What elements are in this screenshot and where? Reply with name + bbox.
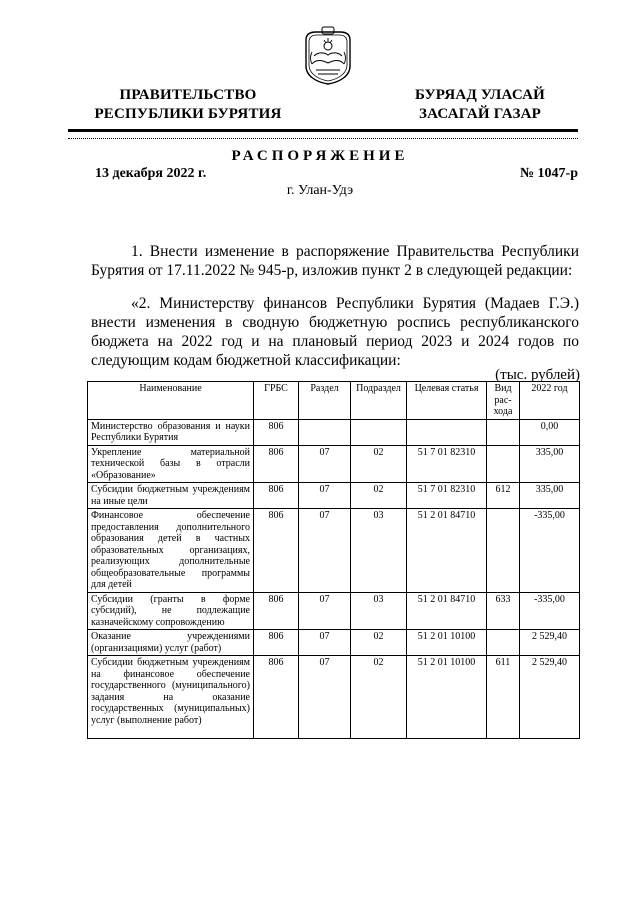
cell-podrazdel [351,419,407,445]
cell-razdel: 07 [299,656,351,739]
cell-stat: 51 2 01 84710 [407,509,487,593]
table-row [88,592,580,630]
cell-amount: 335,00 [520,445,580,483]
table-row [88,656,580,739]
cell-podrazdel: 02 [351,656,407,739]
table-row [88,445,580,483]
cell-stat: 51 2 01 84710 [407,592,487,630]
cell-name: Субсидии бюджетным учреждениям на финансовое обеспечение государственного (муниципального) задания на оказание государственных (муниципальных) услуг (выполнение работ) [88,656,254,739]
cell-stat: 51 7 01 82310 [407,483,487,509]
header-rule [68,129,578,132]
cell-razdel: 07 [299,483,351,509]
header-dotted-rule [68,138,578,139]
header-left-line1: ПРАВИТЕЛЬСТВО [119,87,257,103]
cell-name: Субсидии (гранты в форме субсидий), не подлежащие казначейскому сопровождению [88,592,254,630]
cell-stat: 51 2 01 10100 [407,630,487,656]
cell-vid [487,445,520,483]
cell-podrazdel: 02 [351,630,407,656]
cell-vid [487,630,520,656]
cell-razdel: 07 [299,630,351,656]
government-name-russian [88,86,288,124]
cell-podrazdel: 02 [351,445,407,483]
header-podrazdel: Подраздел [351,382,407,420]
cell-stat [407,419,487,445]
table-row [88,483,580,509]
table-row [88,630,580,656]
cell-name: Финансовое обеспечение предоставления дополнительного образования детей в частных образовательных организациях, реализующих дополнительные общеобразовательные программы для детей [88,509,254,593]
cell-grbs: 806 [254,445,299,483]
cell-vid: 633 [487,592,520,630]
cell-razdel: 07 [299,445,351,483]
cell-amount: 335,00 [520,483,580,509]
cell-name: Оказание учреждениями (организациями) услуг (работ) [88,630,254,656]
table-row [88,419,580,445]
cell-grbs: 806 [254,419,299,445]
cell-vid: 611 [487,656,520,739]
cell-podrazdel: 02 [351,483,407,509]
header-stat: Целевая статья [407,382,487,420]
cell-vid [487,419,520,445]
cell-name: Укрепление материальной технической базы в отрасли «Образование» [88,445,254,483]
document-date: 13 декабря 2022 г. [95,166,207,181]
header-left-line2: РЕСПУБЛИКИ БУРЯТИЯ [94,106,282,122]
cell-grbs: 806 [254,592,299,630]
cell-name: Министерство образования и науки Республики Бурятия [88,419,254,445]
cell-amount: -335,00 [520,592,580,630]
coat-of-arms-icon [300,26,356,86]
cell-amount: 2 529,40 [520,656,580,739]
cell-razdel: 07 [299,509,351,593]
cell-amount: -335,00 [520,509,580,593]
cell-name: Субсидии бюджетным учреждениям на иные цели [88,483,254,509]
cell-amount: 2 529,40 [520,630,580,656]
header-vid: Вид рас-хода [487,382,520,420]
table-row [88,509,580,593]
header-razdel: Раздел [299,382,351,420]
cell-vid: 612 [487,483,520,509]
paragraph-2: «2. Министерству финансов Республики Бурятия (Мадаев Г.Э.) внести изменения в сводную бюджетную роспись республиканского бюджета на 2022 год и на плановый период 2023 и 2024 годов по следующим кодам бюджетной классификации: [91,295,579,369]
cell-amount: 0,00 [520,419,580,445]
cell-stat: 51 7 01 82310 [407,445,487,483]
cell-razdel [299,419,351,445]
paragraph-1: 1. Внести изменение в распоряжение Правительства Республики Бурятия от 17.11.2022 № 945-р, изложив пункт 2 в следующей редакции: [91,243,579,279]
table-header-row [88,382,580,420]
header-year: 2022 год [520,382,580,420]
document-title: РАСПОРЯЖЕНИЕ [231,148,409,164]
government-name-buryat [395,86,565,124]
header-right-line2: ЗАСАГАЙ ГАЗАР [419,106,541,122]
cell-grbs: 806 [254,630,299,656]
document-number: № 1047-р [519,166,578,181]
units-label: (тыс. рублей) [495,367,580,383]
header-right-line1: БУРЯАД УЛАСАЙ [414,87,546,103]
cell-podrazdel: 03 [351,592,407,630]
header-name: Наименование [88,382,254,420]
document-city: г. Улан-Удэ [286,183,354,198]
cell-grbs: 806 [254,656,299,739]
cell-grbs: 806 [254,509,299,593]
cell-stat: 51 2 01 10100 [407,656,487,739]
cell-podrazdel: 03 [351,509,407,593]
budget-table [87,381,580,739]
cell-razdel: 07 [299,592,351,630]
cell-grbs: 806 [254,483,299,509]
cell-vid [487,509,520,593]
header-grbs: ГРБС [254,382,299,420]
